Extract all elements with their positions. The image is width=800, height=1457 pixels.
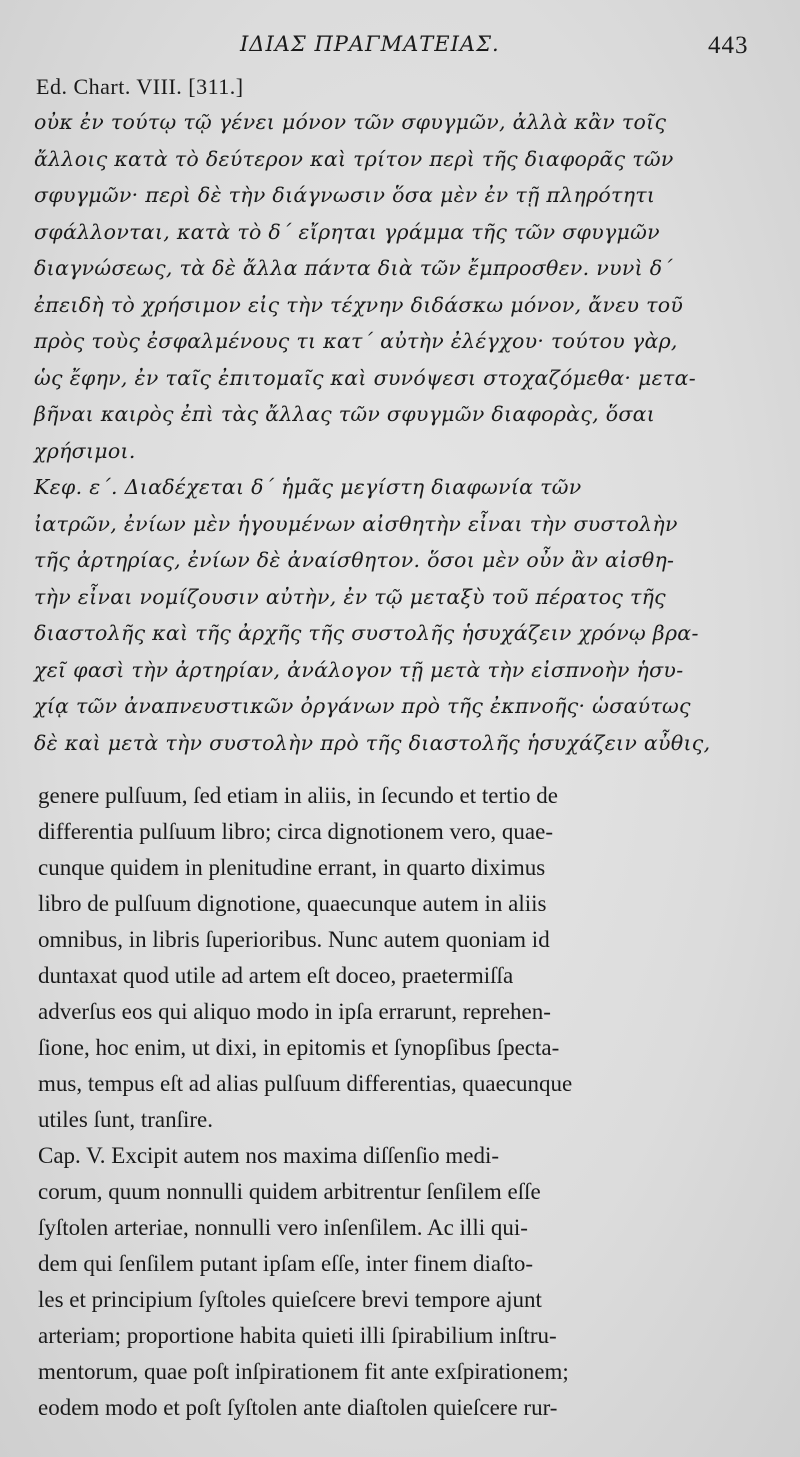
- greek-text-line: σφάλλονται, κατὰ τὸ δ΄ εἴρηται γράμμα τῆς τῶν σφυγμῶν: [34, 219, 660, 244]
- greek-text-line: σφυγμῶν· περὶ δὲ τὴν διάγνωσιν ὅσα μὲν ἐν τῇ πληρότητι: [34, 183, 656, 207]
- running-title: ΙΔΙΑΣ ΠΡΑΓΜΑΤΕΙΑΣ.: [240, 32, 500, 56]
- greek-text-line: ἄλλοις κατὰ τὸ δεύτερον καὶ τρίτον περὶ τῆς διαφορᾶς τῶν: [34, 146, 674, 171]
- greek-text-line: ἐπειδὴ τὸ χρήσιμον εἰς τὴν τέχνην διδάσκω μόνον, ἄνευ τοῦ: [34, 292, 684, 317]
- greek-text-line: διαγνώσεως, τὰ δὲ ἄλλα πάντα διὰ τῶν ἔμπροσθεν. νυνὶ δ΄: [34, 256, 673, 280]
- latin-text-line: corum, quum nonnulli quidem arbitrentur ſenſilem eſſe: [38, 1179, 541, 1204]
- latin-text-line: libro de pulſuum dignotione, quaecunque autem in aliis: [38, 891, 547, 916]
- greek-text-line: χρήσιμοι.: [34, 438, 136, 463]
- greek-text-line: ὡς ἔφην, ἐν ταῖς ἐπιτομαῖς καὶ συνόψεσι στοχαζόμεθα· μετα-: [34, 365, 696, 390]
- latin-text-line: arteriam; proportione habita quieti illi ſpirabilium inſtru-: [38, 1323, 557, 1348]
- latin-text-line: utiles ſunt, tranſire.: [38, 1107, 214, 1132]
- greek-text-line: βῆναι καιρὸς ἐπὶ τὰς ἄλλας τῶν σφυγμῶν διαφορὰς, ὅσαι: [34, 402, 656, 426]
- greek-text-line: πρὸς τοὺς ἐσφαλμένους τι κατ΄ αὐτὴν ἐλέγχου· τούτου γὰρ,: [34, 329, 678, 353]
- latin-text-line: eodem modo et poſt ſyſtolen ante diaſtolen quieſcere rur-: [38, 1395, 558, 1420]
- latin-text-line: mentorum, quae poſt inſpirationem fit ante exſpirationem;: [38, 1359, 569, 1384]
- latin-text-line: duntaxat quod utile ad artem eſt doceo, praetermiſſa: [38, 963, 514, 988]
- latin-text-line: les et principium ſyſtoles quieſcere brevi tempore ajunt: [38, 1287, 542, 1312]
- latin-text-line: ſione, hoc enim, ut dixi, in epitomis et ſynopſibus ſpecta-: [38, 1035, 560, 1060]
- page-number: 443: [708, 32, 749, 59]
- latin-text-line: genere pulſuum, ſed etiam in aliis, in ſecundo et tertio de: [38, 783, 558, 808]
- greek-text-line: οὐκ ἐν τούτῳ τῷ γένει μόνον τῶν σφυγμῶν, ἀλλὰ κἂν τοῖς: [34, 110, 667, 134]
- latin-text-block: [38, 778, 766, 1426]
- latin-text-line: ſyſtolen arteriae, nonnulli vero inſenſilem. Ac illi qui-: [38, 1215, 528, 1240]
- latin-text-line: mus, tempus eſt ad alias pulſuum differentias, quaecunque: [38, 1071, 573, 1096]
- greek-text-line: χεῖ φασὶ τὴν ἀρτηρίαν, ἀνάλογον τῇ μετὰ τὴν εἰσπνοὴν ἡσυ-: [34, 657, 684, 682]
- greek-text-block: [34, 104, 766, 761]
- greek-text-line: τῆς ἀρτηρίας, ἐνίων δὲ ἀναίσθητον. ὅσοι μὲν οὖν ἂν αἰσθη-: [34, 548, 675, 572]
- edition-reference: Ed. Chart. VIII. [311.]: [36, 74, 244, 99]
- greek-text-line: δὲ καὶ μετὰ τὴν συστολὴν πρὸ τῆς διαστολῆς ἡσυχάζειν αὖθις,: [34, 730, 711, 755]
- latin-text-line: omnibus, in libris ſuperioribus. Nunc autem quoniam id: [38, 927, 550, 952]
- latin-text-line: cunque quidem in plenitudine errant, in quarto diximus: [38, 855, 546, 880]
- page-header: [0, 28, 800, 62]
- greek-text-line: ἰατρῶν, ἐνίων μὲν ἡγουμένων αἰσθητὴν εἶναι τὴν συστολὴν: [34, 511, 678, 536]
- greek-text-line: τὴν εἶναι νομίζουσιν αὐτὴν, ἐν τῷ μεταξὺ τοῦ πέρατος τῆς: [34, 584, 666, 609]
- greek-text-line: χίᾳ τῶν ἀναπνευστικῶν ὀργάνων πρὸ τῆς ἐκπνοῆς· ὡσαύτως: [34, 694, 691, 718]
- latin-text-line: Cap. V. Excipit autem nos maxima diſſenſio medi-: [38, 1143, 499, 1168]
- latin-text-line: adverſus eos qui aliquo modo in ipſa errarunt, reprehen-: [38, 999, 551, 1024]
- latin-text-line: dem qui ſenſilem putant ipſam eſſe, inter finem diaſto-: [38, 1251, 534, 1276]
- latin-text-line: differentia pulſuum libro; circa dignotionem vero, quae-: [38, 819, 553, 844]
- greek-text-line: Κεφ. ε΄. Διαδέχεται δ΄ ἡμᾶς μεγίστη διαφωνία τῶν: [34, 475, 582, 499]
- greek-text-line: διαστολῆς καὶ τῆς ἀρχῆς τῆς συστολῆς ἡσυχάζειν χρόνῳ βρα-: [34, 621, 699, 645]
